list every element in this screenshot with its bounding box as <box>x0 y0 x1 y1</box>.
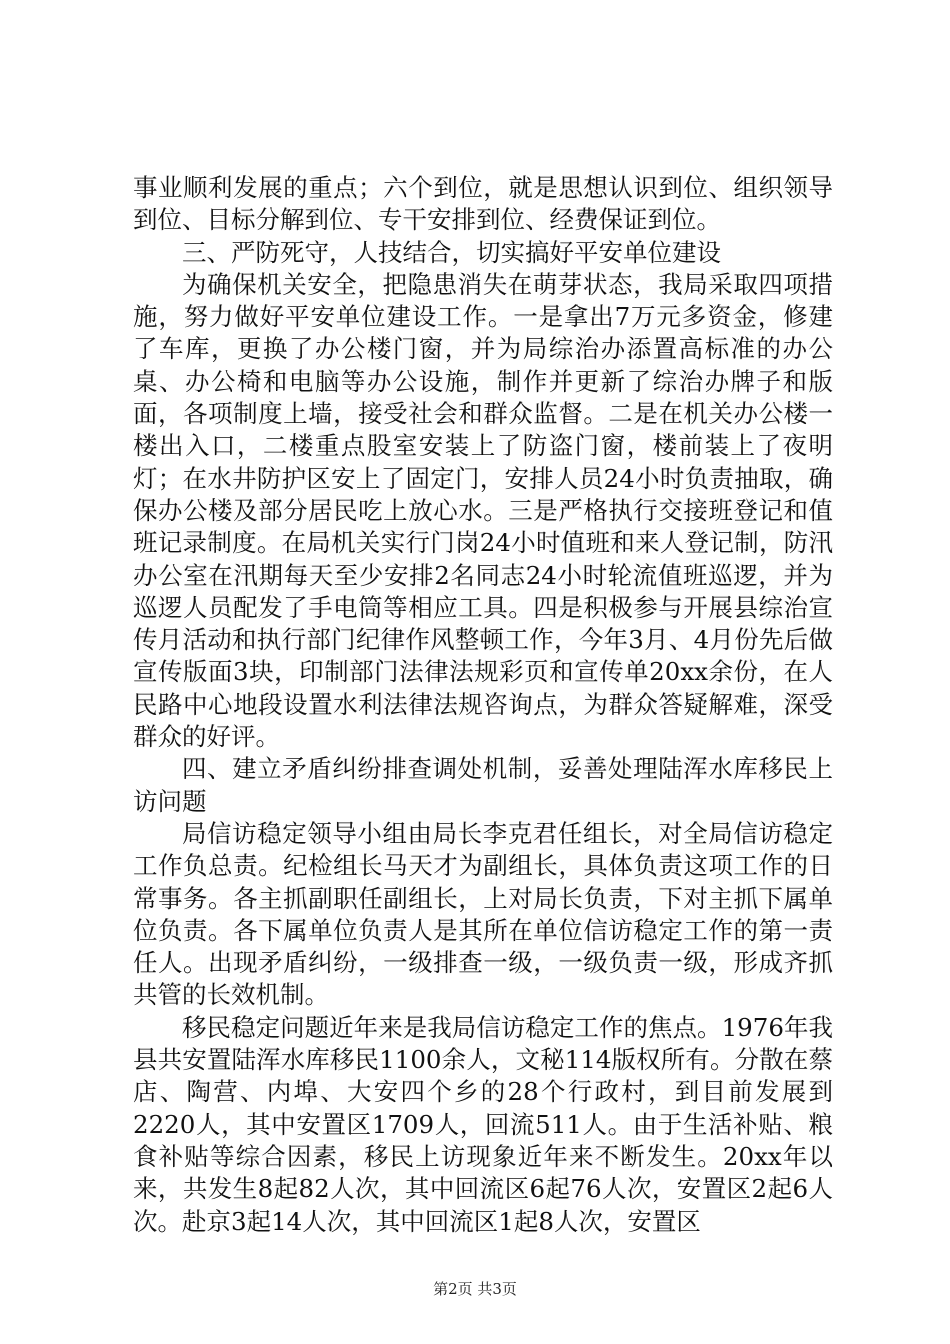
document-body <box>133 172 833 1238</box>
paragraph-safety-measures: 为确保机关安全，把隐患消失在萌芽状态，我局采取四项措施，努力做好平安单位建设工作。一是拿出7万元多资金，修建了车库，更换了办公楼门窗，并为局综治办添置高标准的办公桌、办公椅和电脑等办公设施，制作并更新了综治办牌子和版面，各项制度上墙，接受社会和群众监督。二是在机关办公楼一楼出入口，二楼重点股室安装上了防盗门窗，楼前装上了夜明灯；在水井防护区安上了固定门，安排人员24小时负责抽取，确保办公楼及部分居民吃上放心水。三是严格执行交接班登记和值班记录制度。在局机关实行门岗24小时值班和来人登记制，防汛办公室在汛期每天至少安排2名同志24小时轮流值班巡逻，并为巡逻人员配发了手电筒等相应工具。四是积极参与开展县综治宣传月活动和执行部门纪律作风整顿工作，今年3月、4月份先后做宣传版面3块，印制部门法律法规彩页和宣传单20xx余份，在人民路中心地段设置水利法律法规咨询点，为群众答疑解难，深受群众的好评。 <box>133 269 833 752</box>
paragraph-migrant-stability: 移民稳定问题近年来是我局信访稳定工作的焦点。1976年我县共安置陆浑水库移民1100余人，文秘114版权所有。分散在蔡店、陶营、内埠、大安四个乡的28个行政村，到目前发展到2220人，其中安置区1709人，回流511人。由于生活补贴、粮食补贴等综合因素，移民上访现象近年来不断发生。20xx年以来，共发生8起82人次，其中回流区6起76人次，安置区2起6人次。赴京3起14人次，其中回流区1起8人次，安置区 <box>133 1012 833 1236</box>
section-heading-four: 四、建立矛盾纠纷排查调处机制，妥善处理陆浑水库移民上访问题 <box>133 754 833 816</box>
page-footer: 第2页 共3页 <box>433 1280 517 1298</box>
paragraph-continuation: 事业顺利发展的重点；六个到位，就是思想认识到位、组织领导到位、目标分解到位、专干安排到位、经费保证到位。 <box>133 173 833 235</box>
paragraph-petition-leadership: 局信访稳定领导小组由局长李克君任组长，对全局信访稳定工作负总责。纪检组长马天才为副组长，具体负责这项工作的日常事务。各主抓副职任副组长，上对局长负责，下对主抓下属单位负责。各下属单位负责人是其所在单位信访稳定工作的第一责任人。出现矛盾纠纷，一级排查一级，一级负责一级，形成齐抓共管的长效机制。 <box>133 818 833 1010</box>
section-heading-three: 三、严防死守，人技结合，切实搞好平安单位建设 <box>182 237 721 267</box>
